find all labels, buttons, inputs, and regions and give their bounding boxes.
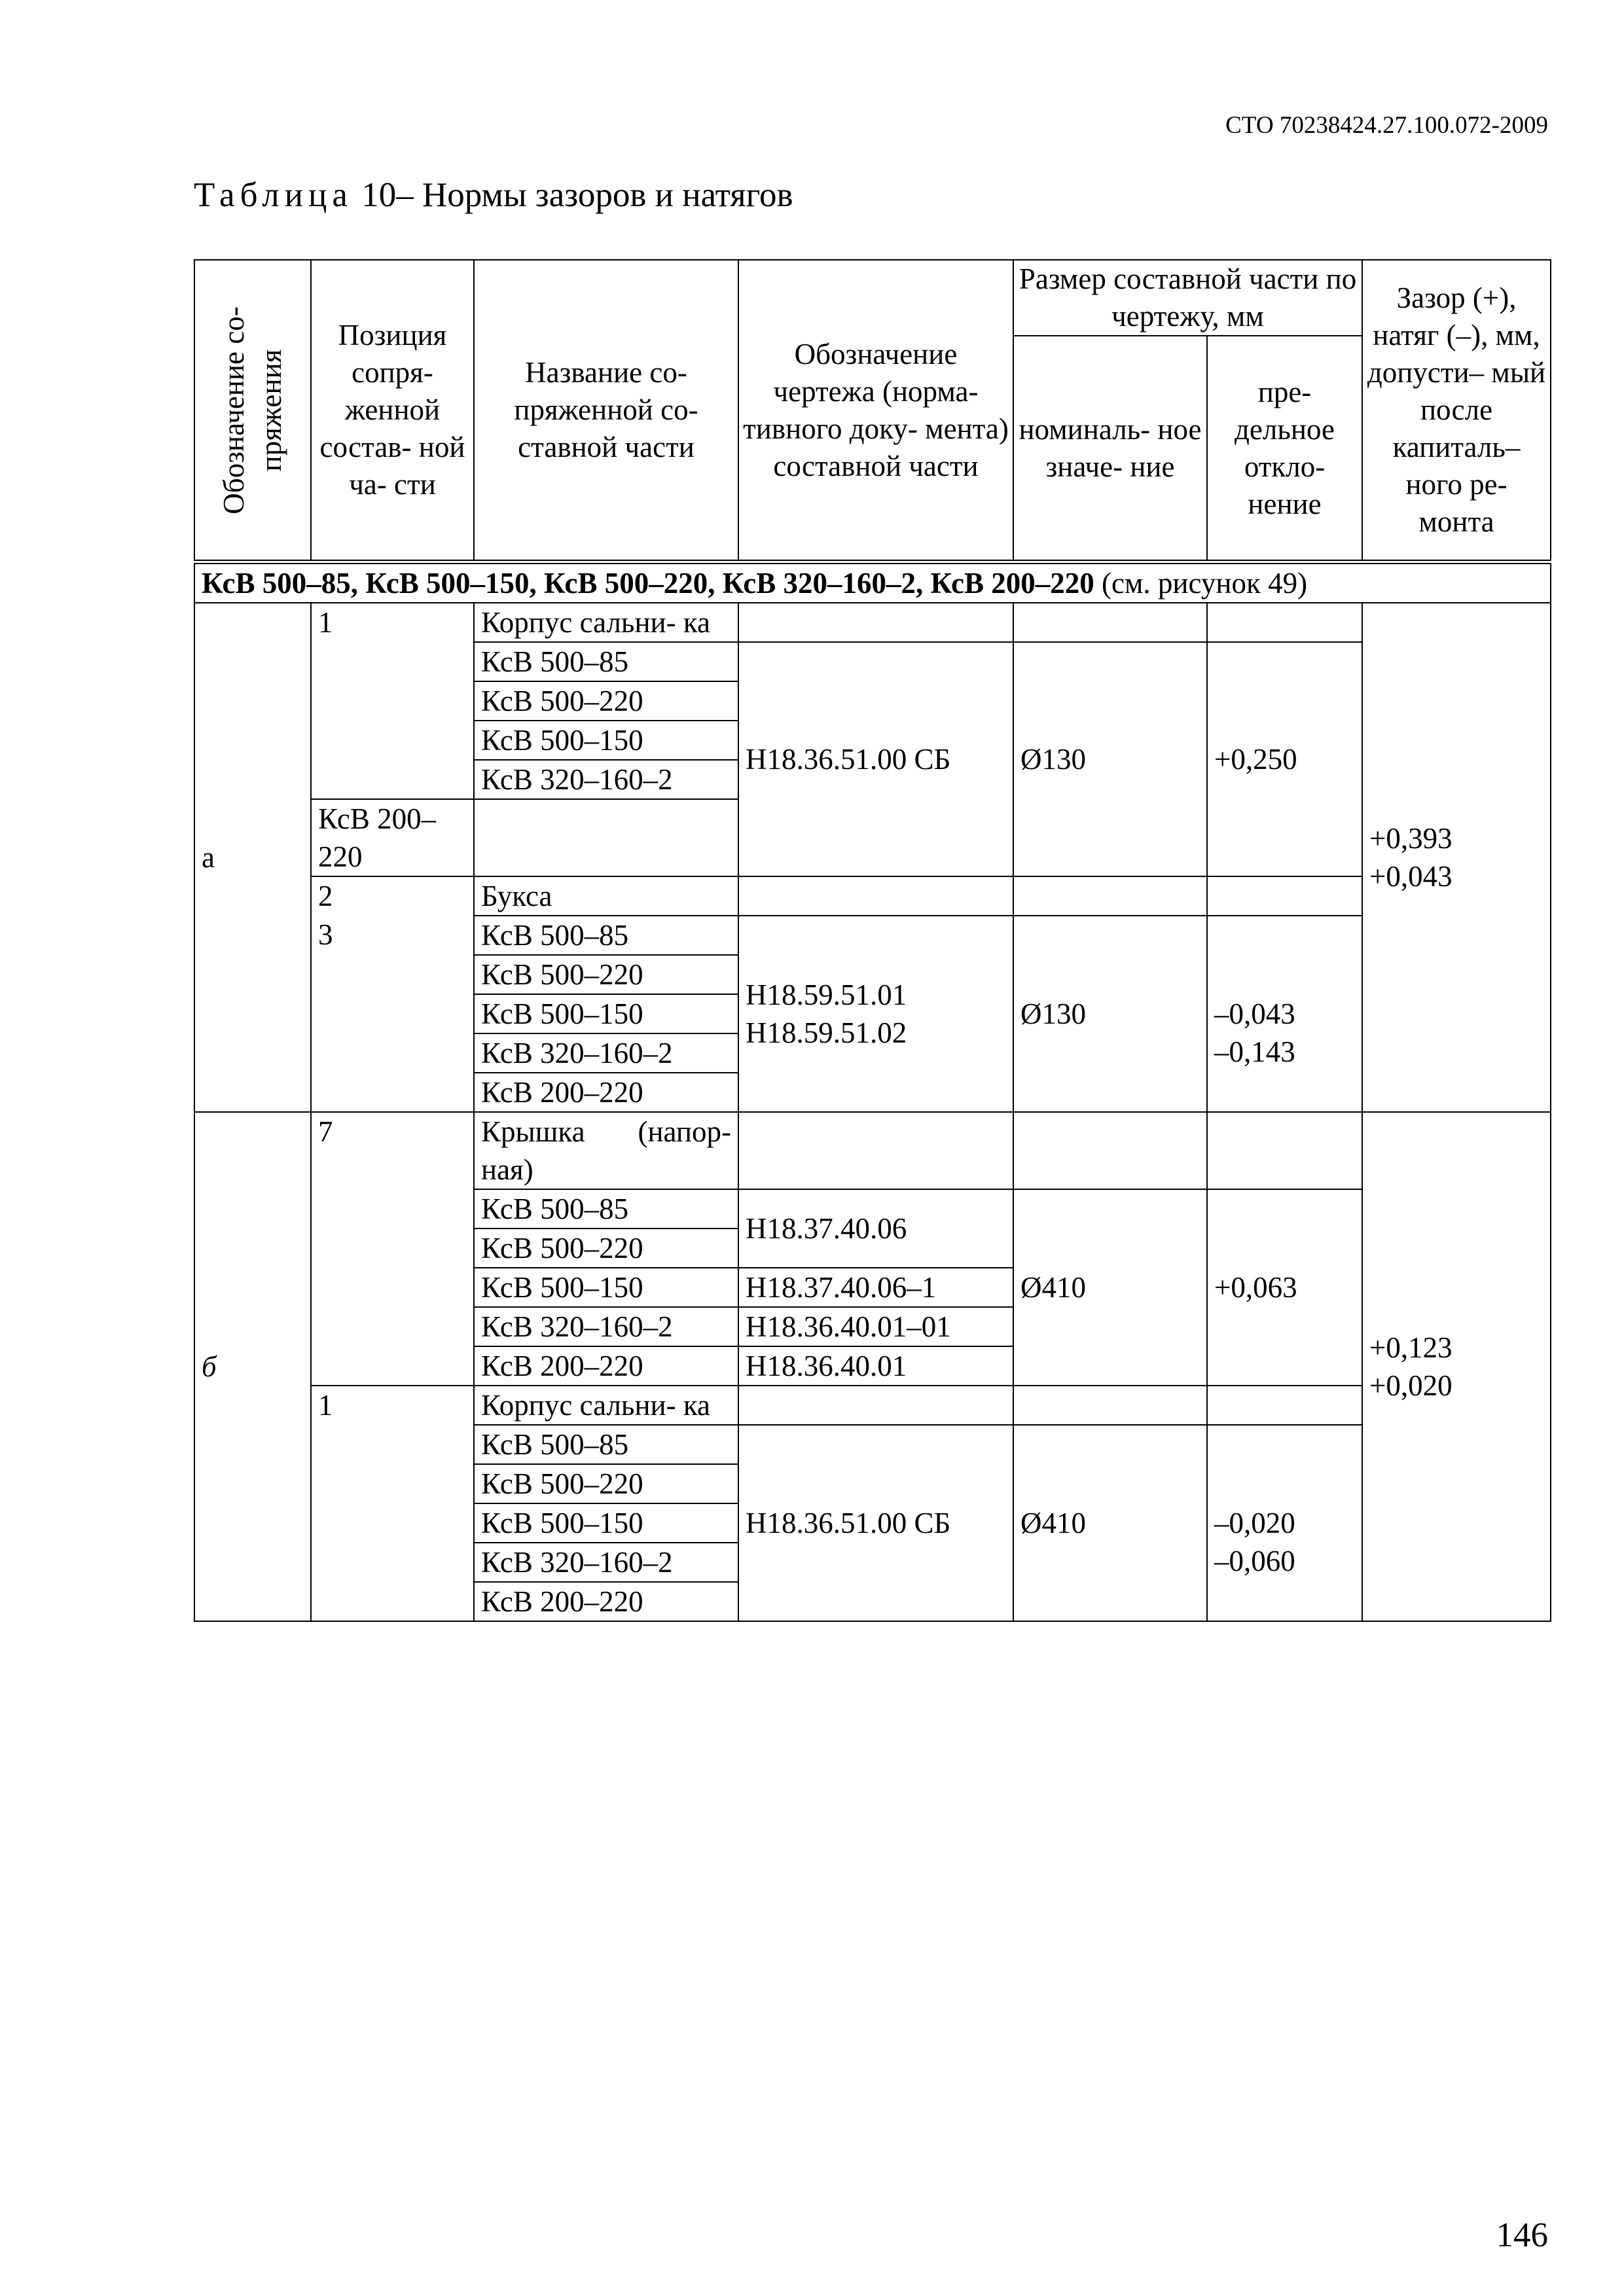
header-deviation: пре- дельное откло- нение <box>1207 336 1362 562</box>
nominal-cell: Ø410 <box>1013 1189 1207 1386</box>
empty-cell <box>1013 603 1207 642</box>
deviation-cell: +0,250 <box>1207 642 1362 876</box>
group-a-label: а <box>194 603 311 1112</box>
empty-cell <box>1207 876 1362 916</box>
model-cell: КсВ 500–220 <box>474 955 738 994</box>
table-caption <box>194 175 793 215</box>
model-cell: КсВ 200–220 <box>474 1346 738 1386</box>
nominal-cell: Ø410 <box>1013 1425 1207 1621</box>
model-cell: КсВ 500–220 <box>474 681 738 721</box>
model-cell: КсВ 320–160–2 <box>474 1543 738 1582</box>
caption-prefix: Таблица <box>194 176 353 214</box>
fit-value-cell: +0,393 +0,043 <box>1362 603 1551 1112</box>
position-cell: 7 <box>311 1112 474 1386</box>
model-cell: КсВ 500–85 <box>474 642 738 681</box>
header-nominal: номиналь- ное значе- ние <box>1013 336 1207 562</box>
position-cell: 3 <box>311 916 474 1112</box>
position-cell: 2 <box>311 876 474 916</box>
empty-cell <box>738 1386 1013 1425</box>
model-cell: КсВ 320–160–2 <box>474 1307 738 1346</box>
empty-cell <box>1207 1112 1362 1189</box>
empty-cell <box>738 876 1013 916</box>
empty-cell <box>1013 1386 1207 1425</box>
header-position: Позиция сопря- женной состав- ной ча- сти <box>311 260 474 562</box>
position-cell: 1 <box>311 1386 474 1621</box>
model-cell: КсВ 500–85 <box>474 916 738 955</box>
caption-title: 10– Нормы зазоров и натягов <box>352 176 793 214</box>
part-name-cell: Корпус сальни- ка <box>474 603 738 642</box>
fit-value-cell: +0,123 +0,020 <box>1362 1112 1551 1621</box>
empty-cell <box>1207 603 1362 642</box>
deviation-cell: –0,020 –0,060 <box>1207 1425 1362 1621</box>
empty-cell <box>738 603 1013 642</box>
model-cell: КсВ 500–220 <box>474 1229 738 1268</box>
empty-cell <box>1207 1386 1362 1425</box>
document-code: СТО 70238424.27.100.072-2009 <box>1225 112 1548 139</box>
drawing-cell: Н18.37.40.06–1 <box>738 1268 1013 1307</box>
deviation-cell: –0,043 –0,143 <box>1207 916 1362 1112</box>
model-cell: КсВ 500–220 <box>474 1464 738 1503</box>
model-cell: КсВ 320–160–2 <box>474 760 738 799</box>
drawing-cell: Н18.36.51.00 СБ <box>738 642 1013 876</box>
drawing-cell: Н18.36.51.00 СБ <box>738 1425 1013 1621</box>
nominal-cell: Ø130 <box>1013 642 1207 876</box>
nominal-cell: Ø130 <box>1013 916 1207 1112</box>
page-number: 146 <box>1496 2216 1548 2254</box>
deviation-cell: +0,063 <box>1207 1189 1362 1386</box>
drawing-cell: Н18.36.40.01–01 <box>738 1307 1013 1346</box>
header-mating-designation: Обозначение со- пряжения <box>194 260 311 562</box>
model-cell: КсВ 200–220 <box>311 799 474 876</box>
model-cell: КсВ 500–150 <box>474 1503 738 1543</box>
group-b-label: б <box>194 1112 311 1621</box>
model-cell: КсВ 500–150 <box>474 1268 738 1307</box>
drawing-cell: Н18.36.40.01 <box>738 1346 1013 1386</box>
part-name-cell: Букса <box>474 876 738 916</box>
empty-cell <box>1013 876 1207 916</box>
norms-table <box>194 259 1551 1622</box>
drawing-cell: Н18.59.51.01 Н18.59.51.02 <box>738 916 1013 1112</box>
part-name-cell: Корпус сальни- ка <box>474 1386 738 1425</box>
model-cell: КсВ 320–160–2 <box>474 1033 738 1073</box>
header-size-group: Размер составной части по чертежу, мм <box>1013 260 1362 336</box>
drawing-cell: Н18.37.40.06 <box>738 1189 1013 1268</box>
model-cell: КсВ 200–220 <box>474 1073 738 1112</box>
part-name-cell: Крышка (напор- ная) <box>474 1112 738 1189</box>
model-cell: КсВ 200–220 <box>474 1582 738 1621</box>
header-fit: Зазор (+), натяг (–), мм, допусти– мый после капиталь– ного ре- монта <box>1362 260 1551 562</box>
model-cell: КсВ 500–150 <box>474 721 738 760</box>
header-drawing: Обозначение чертежа (норма- тивного доку- мента) составной части <box>738 260 1013 562</box>
model-cell: КсВ 500–85 <box>474 1189 738 1229</box>
position-cell: 1 <box>311 603 474 799</box>
model-cell: КсВ 500–85 <box>474 1425 738 1464</box>
model-cell: КсВ 500–150 <box>474 994 738 1033</box>
empty-cell <box>738 1112 1013 1189</box>
header-part-name: Название со- пряженной со- ставной части <box>474 260 738 562</box>
empty-cell <box>1013 1112 1207 1189</box>
section-title: КсВ 500–85, КсВ 500–150, КсВ 500–220, КсВ 320–160–2, КсВ 200–220 (см. рисунок 49) <box>194 562 1551 603</box>
